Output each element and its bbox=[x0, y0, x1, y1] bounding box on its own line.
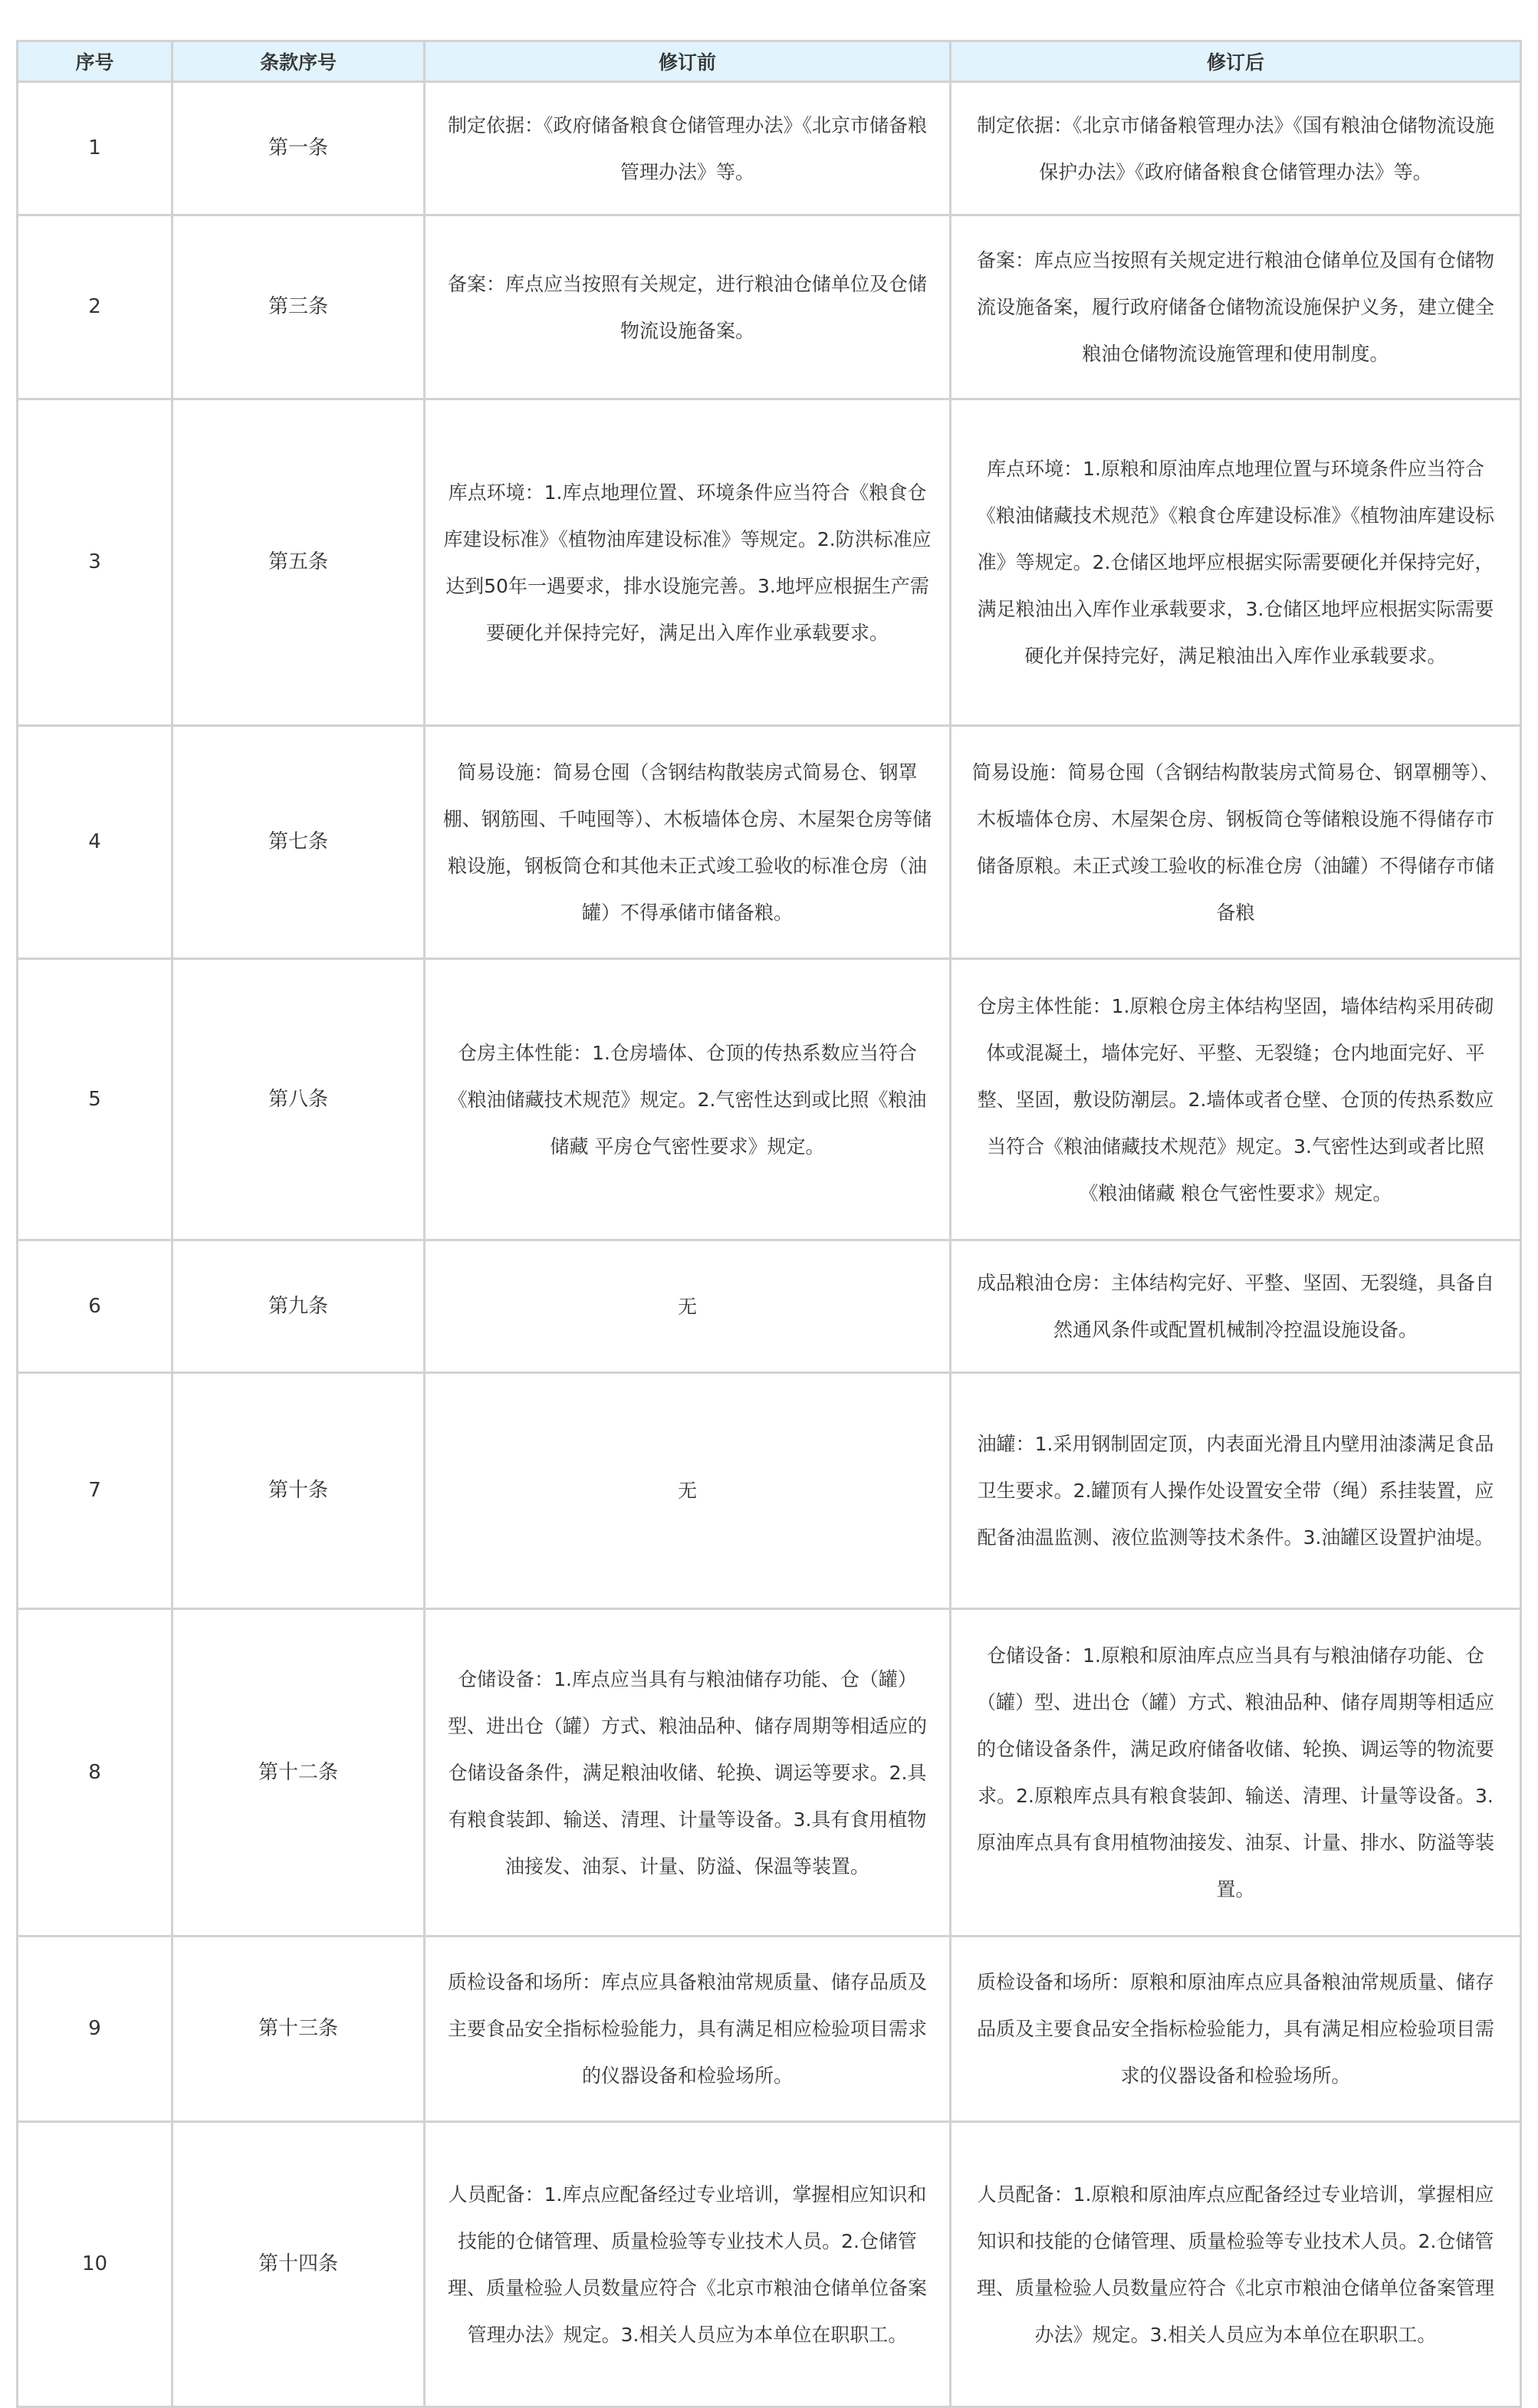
cell-after-revision: 人员配备：1.原粮和原油库点应配备经过专业培训，掌握相应知识和技能的仓储管理、质量检验等专业技术人员。2.仓储管理、质量检验人员数量应符合《北京市粮油仓储单位备案管理办法》规定。3.相关人员应为本单位在职职工。 bbox=[951, 2122, 1521, 2407]
cell-serial-number: 3 bbox=[18, 399, 173, 726]
cell-after-revision: 油罐：1.采用钢制固定顶，内表面光滑且内壁用油漆满足食品卫生要求。2.罐顶有人操作处设置安全带（绳）系挂装置，应配备油温监测、液位监测等技术条件。3.油罐区设置护油堤。 bbox=[951, 1373, 1521, 1609]
cell-after-revision: 备案：库点应当按照有关规定进行粮油仓储单位及国有仓储物流设施备案，履行政府储备仓储物流设施保护义务，建立健全粮油仓储物流设施管理和使用制度。 bbox=[951, 215, 1521, 399]
cell-before-revision: 制定依据：《政府储备粮食仓储管理办法》《北京市储备粮管理办法》等。 bbox=[425, 82, 951, 215]
table-row bbox=[18, 2122, 1521, 2407]
cell-clause-number: 第十条 bbox=[173, 1373, 425, 1609]
cell-clause-number: 第一条 bbox=[173, 82, 425, 215]
table-row bbox=[18, 1609, 1521, 1937]
header-clause-number: 条款序号 bbox=[173, 41, 425, 82]
cell-before-revision: 无 bbox=[425, 1373, 951, 1609]
cell-before-revision: 仓房主体性能：1.仓房墙体、仓顶的传热系数应当符合《粮油储藏技术规范》规定。2.气密性达到或比照《粮油储藏 平房仓气密性要求》规定。 bbox=[425, 959, 951, 1240]
header-serial-number: 序号 bbox=[18, 41, 173, 82]
header-before-revision: 修订前 bbox=[425, 41, 951, 82]
cell-after-revision: 制定依据：《北京市储备粮管理办法》《国有粮油仓储物流设施保护办法》《政府储备粮食仓储管理办法》等。 bbox=[951, 82, 1521, 215]
cell-serial-number: 2 bbox=[18, 215, 173, 399]
cell-serial-number: 1 bbox=[18, 82, 173, 215]
cell-clause-number: 第九条 bbox=[173, 1240, 425, 1373]
table-row bbox=[18, 1240, 1521, 1373]
table-row bbox=[18, 82, 1521, 215]
cell-before-revision: 质检设备和场所：库点应具备粮油常规质量、储存品质及主要食品安全指标检验能力，具有满足相应检验项目需求的仪器设备和检验场所。 bbox=[425, 1937, 951, 2122]
cell-after-revision: 成品粮油仓房：主体结构完好、平整、坚固、无裂缝，具备自然通风条件或配置机械制冷控温设施设备。 bbox=[951, 1240, 1521, 1373]
cell-after-revision: 质检设备和场所：原粮和原油库点应具备粮油常规质量、储存品质及主要食品安全指标检验能力，具有满足相应检验项目需求的仪器设备和检验场所。 bbox=[951, 1937, 1521, 2122]
cell-before-revision: 人员配备：1.库点应配备经过专业培训，掌握相应知识和技能的仓储管理、质量检验等专业技术人员。2.仓储管理、质量检验人员数量应符合《北京市粮油仓储单位备案管理办法》规定。3.相关人员应为本单位在职职工。 bbox=[425, 2122, 951, 2407]
cell-serial-number: 10 bbox=[18, 2122, 173, 2407]
cell-before-revision: 简易设施：简易仓囤（含钢结构散装房式简易仓、钢罩棚、钢筋囤、千吨囤等）、木板墙体仓房、木屋架仓房等储粮设施，钢板筒仓和其他未正式竣工验收的标准仓房（油罐）不得承储市储备粮。 bbox=[425, 726, 951, 959]
table-row bbox=[18, 215, 1521, 399]
cell-clause-number: 第三条 bbox=[173, 215, 425, 399]
cell-after-revision: 仓房主体性能：1.原粮仓房主体结构坚固，墙体结构采用砖砌体或混凝土，墙体完好、平整、无裂缝；仓内地面完好、平整、坚固，敷设防潮层。2.墙体或者仓壁、仓顶的传热系数应当符合《粮油储藏技术规范》规定。3.气密性达到或者比照《粮油储藏 粮仓气密性要求》规定。 bbox=[951, 959, 1521, 1240]
table-body bbox=[18, 82, 1521, 2407]
revision-comparison-table-container bbox=[16, 40, 1520, 2408]
cell-serial-number: 4 bbox=[18, 726, 173, 959]
cell-before-revision: 无 bbox=[425, 1240, 951, 1373]
cell-serial-number: 8 bbox=[18, 1609, 173, 1937]
table-row bbox=[18, 399, 1521, 726]
table-row bbox=[18, 726, 1521, 959]
cell-clause-number: 第五条 bbox=[173, 399, 425, 726]
cell-clause-number: 第八条 bbox=[173, 959, 425, 1240]
revision-comparison-table bbox=[16, 40, 1522, 2408]
cell-clause-number: 第十四条 bbox=[173, 2122, 425, 2407]
cell-after-revision: 库点环境：1.原粮和原油库点地理位置与环境条件应当符合《粮油储藏技术规范》《粮食仓库建设标准》《植物油库建设标准》等规定。2.仓储区地坪应根据实际需要硬化并保持完好，满足粮油出入库作业承载要求，3.仓储区地坪应根据实际需要硬化并保持完好，满足粮油出入库作业承载要求。 bbox=[951, 399, 1521, 726]
header-row bbox=[18, 41, 1521, 82]
cell-before-revision: 仓储设备：1.库点应当具有与粮油储存功能、仓（罐）型、进出仓（罐）方式、粮油品种、储存周期等相适应的仓储设备条件，满足粮油收储、轮换、调运等要求。2.具有粮食装卸、输送、清理、计量等设备。3.具有食用植物油接发、油泵、计量、防溢、保温等装置。 bbox=[425, 1609, 951, 1937]
cell-serial-number: 6 bbox=[18, 1240, 173, 1373]
cell-serial-number: 7 bbox=[18, 1373, 173, 1609]
table-header bbox=[18, 41, 1521, 82]
cell-clause-number: 第十三条 bbox=[173, 1937, 425, 2122]
cell-after-revision: 简易设施：简易仓囤（含钢结构散装房式简易仓、钢罩棚等）、木板墙体仓房、木屋架仓房、钢板筒仓等储粮设施不得储存市储备原粮。未正式竣工验收的标准仓房（油罐）不得储存市储备粮 bbox=[951, 726, 1521, 959]
table-row bbox=[18, 1937, 1521, 2122]
cell-after-revision: 仓储设备：1.原粮和原油库点应当具有与粮油储存功能、仓（罐）型、进出仓（罐）方式、粮油品种、储存周期等相适应的仓储设备条件，满足政府储备收储、轮换、调运等的物流要求。2.原粮库点具有粮食装卸、输送、清理、计量等设备。3.原油库点具有食用植物油接发、油泵、计量、排水、防溢等装置。 bbox=[951, 1609, 1521, 1937]
cell-before-revision: 备案：库点应当按照有关规定，进行粮油仓储单位及仓储物流设施备案。 bbox=[425, 215, 951, 399]
table-row bbox=[18, 1373, 1521, 1609]
cell-clause-number: 第七条 bbox=[173, 726, 425, 959]
cell-clause-number: 第十二条 bbox=[173, 1609, 425, 1937]
cell-before-revision: 库点环境：1.库点地理位置、环境条件应当符合《粮食仓库建设标准》《植物油库建设标准》等规定。2.防洪标准应达到50年一遇要求，排水设施完善。3.地坪应根据生产需要硬化并保持完好，满足出入库作业承载要求。 bbox=[425, 399, 951, 726]
cell-serial-number: 5 bbox=[18, 959, 173, 1240]
table-row bbox=[18, 959, 1521, 1240]
header-after-revision: 修订后 bbox=[951, 41, 1521, 82]
cell-serial-number: 9 bbox=[18, 1937, 173, 2122]
